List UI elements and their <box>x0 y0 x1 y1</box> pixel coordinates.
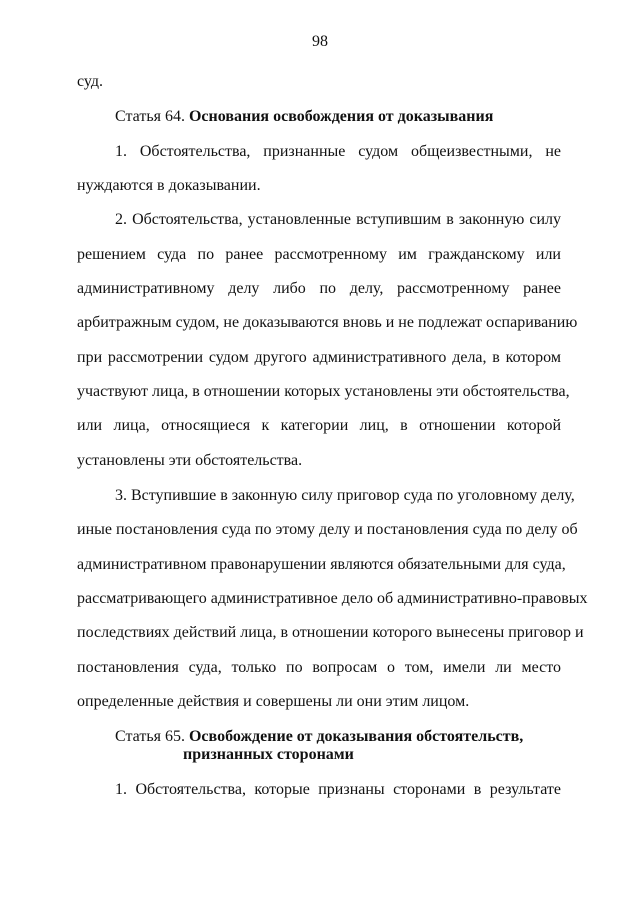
article-65-heading <box>115 727 561 747</box>
paragraph-3-line: постановления суда, только по вопросам о том, имели ли место <box>77 659 561 676</box>
paragraph-2-line: решением суда по ранее рассмотренному им гражданскому или <box>77 246 561 263</box>
paragraph-3-line: иные постановления суда по этому делу и постановления суда по делу об <box>77 521 578 538</box>
paragraph-3-line: административном правонарушении являются обязательными для суда, <box>77 556 566 573</box>
paragraph-4-line: 1. Обстоятельства, которые признаны сторонами в результате <box>115 781 561 798</box>
paragraph-2-line: 2. Обстоятельства, установленные вступившим в законную силу <box>115 211 561 228</box>
paragraph-2-line: или лица, относящиеся к категории лиц, в отношении которой <box>77 417 561 434</box>
paragraph-3-line: рассматривающего административное дело об административно-правовых <box>77 590 588 607</box>
paragraph-1-line: нуждаются в доказывании. <box>77 177 261 194</box>
article-64-prefix: Статья 64. <box>115 108 189 125</box>
article-64-heading <box>115 107 561 127</box>
article-65-title-line2: признанных сторонами <box>183 746 354 763</box>
paragraph-2-line: арбитражным судом, не доказываются вновь и не подлежат оспариванию <box>77 314 578 331</box>
paragraph-1-line: 1. Обстоятельства, признанные судом общеизвестными, не <box>115 143 561 160</box>
paragraph-2-line: административному делу либо по делу, рассмотренному ранее <box>77 280 561 297</box>
paragraph-2-line: участвуют лица, в отношении которых установлены эти обстоятельства, <box>77 383 570 400</box>
paragraph-3-line: 3. Вступившие в законную силу приговор суда по уголовному делу, <box>115 487 575 504</box>
paragraph-3-line: последствиях действий лица, в отношении которого вынесены приговор и <box>77 624 584 641</box>
intro-line: суд. <box>77 73 104 90</box>
paragraph-3-line: определенные действия и совершены ли они этим лицом. <box>77 693 470 710</box>
paragraph-2-line: при рассмотрении судом другого административного дела, в котором <box>77 349 561 366</box>
article-65-title-line1: Освобождение от доказывания обстоятельств, <box>188 728 524 745</box>
page-number: 98 <box>312 33 328 50</box>
article-65-prefix: Статья 65. <box>115 728 189 745</box>
paragraph-2-line: установлены эти обстоятельства. <box>77 452 303 469</box>
article-64-title: Основания освобождения от доказывания <box>188 108 494 125</box>
